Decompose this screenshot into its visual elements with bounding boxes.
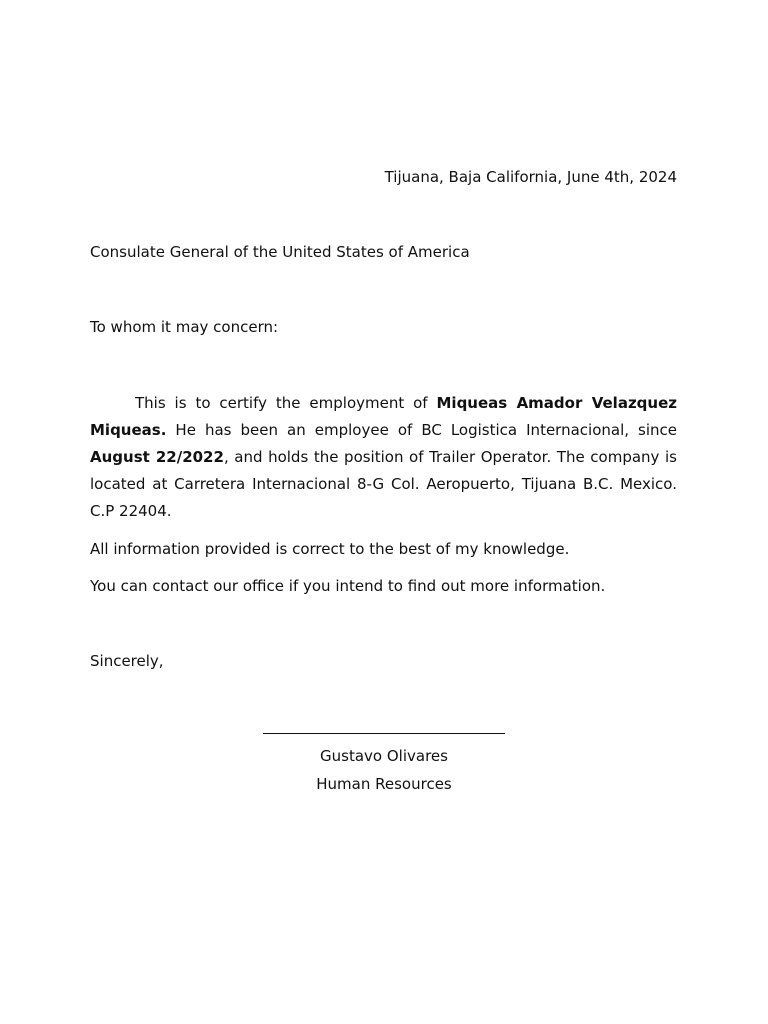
signatory-name: Gustavo Olivares <box>320 747 448 765</box>
position-address-text: , and holds the position of Trailer Operator. The company is located at Carretera Internacional 8-G Col. Aeropuerto, Tijuana B.C. Mexico. C.P 22404. <box>90 448 677 520</box>
certification-paragraph <box>90 390 677 525</box>
signatory-title: Human Resources <box>316 775 452 793</box>
info-statement: All information provided is correct to the best of my knowledge. <box>90 540 570 558</box>
signature-line <box>263 733 505 734</box>
start-date: August 22/2022 <box>90 448 224 466</box>
closing: Sincerely, <box>90 652 164 670</box>
recipient: Consulate General of the United States of America <box>90 243 470 261</box>
date-location: Tijuana, Baja California, June 4th, 2024 <box>384 168 677 186</box>
employer-text: He has been an employee of BC Logistica Internacional, since <box>166 421 677 439</box>
salutation: To whom it may concern: <box>90 318 279 336</box>
contact-statement: You can contact our office if you intend to find out more information. <box>90 577 606 595</box>
intro-text: This is to certify the employment of <box>135 394 437 412</box>
employee-name: Miqueas Amador Velazquez Miqueas. <box>90 394 677 439</box>
